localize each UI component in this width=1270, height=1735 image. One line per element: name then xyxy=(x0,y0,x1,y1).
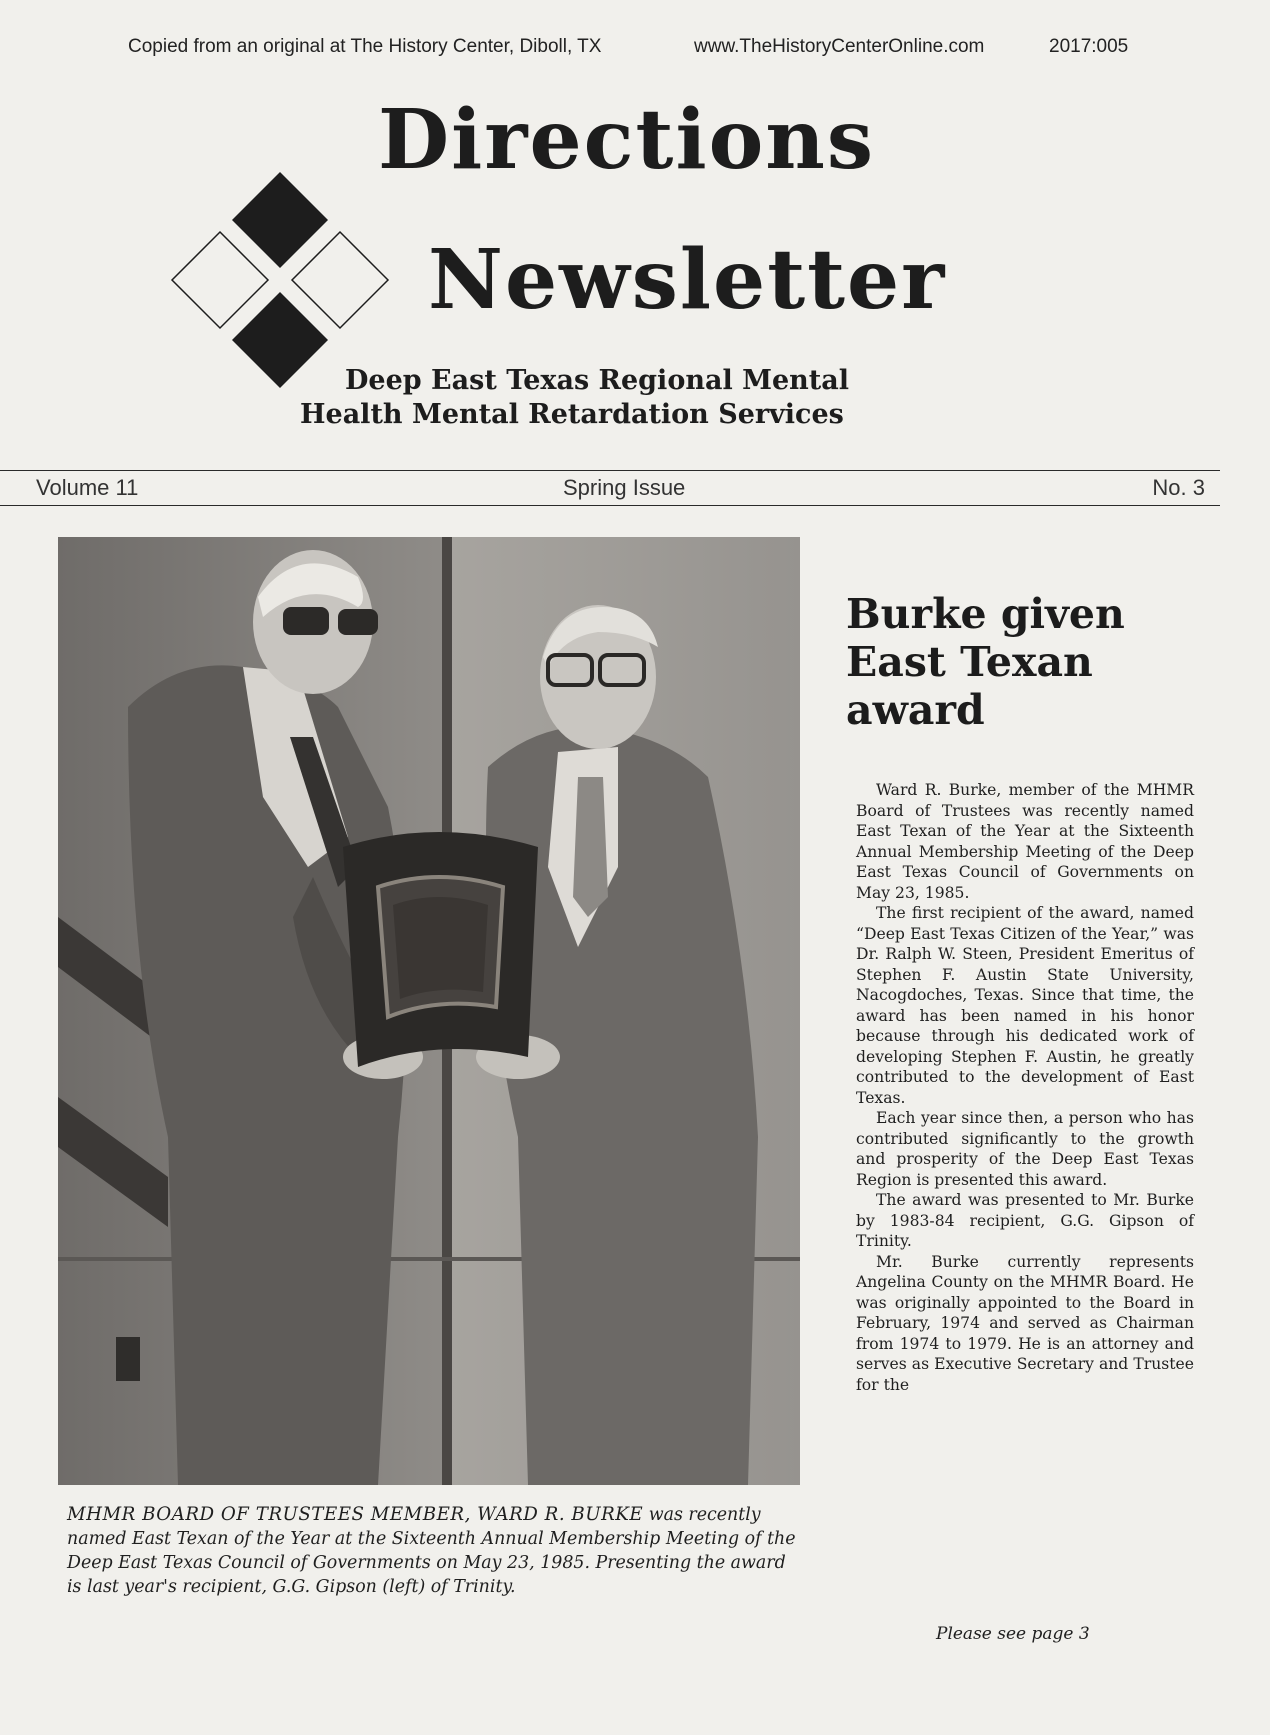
headline-line: award xyxy=(846,686,985,734)
article-paragraph: The first recipient of the award, named “Deep East Texas Citizen of the Year,” was Dr. Ralph W. Steen, President Emeritus of Stephen F. Austin State University, Nacogdoches, Texas. Since that time, the award has been named in his honor because through his dedicated work of developing Stephen F. Austin, he greatly contributed to the development of East Texas. xyxy=(856,904,1194,1107)
masthead-title-line2: Newsletter xyxy=(428,232,947,328)
issue-number: No. 3 xyxy=(1152,475,1205,500)
article-paragraph: The award was presented to Mr. Burke by 1983-84 recipient, G.G. Gipson of Trinity. xyxy=(856,1191,1194,1250)
volume-label: Volume 11 xyxy=(36,475,139,500)
org-line1: Deep East Texas Regional Mental xyxy=(345,365,850,396)
headline-line: Burke given xyxy=(846,590,1125,638)
article-headline xyxy=(846,590,1186,734)
photo-caption xyxy=(67,1503,797,1599)
organization-name xyxy=(300,364,980,432)
masthead-title-line1: Directions xyxy=(378,92,876,188)
season-label: Spring Issue xyxy=(563,475,686,500)
archive-url[interactable]: www.TheHistoryCenterOnline.com xyxy=(694,36,985,57)
continued-link[interactable]: Please see page 3 xyxy=(936,1624,1090,1644)
archive-source: Copied from an original at The History Center, Diboll, TX xyxy=(128,36,602,57)
issue-bar xyxy=(0,473,1220,503)
archive-id: 2017:005 xyxy=(1049,36,1129,57)
article-paragraph: Mr. Burke currently represents Angelina County on the MHMR Board. He was originally appointed to the Board in February, 1974 and served as Chairman from 1974 to 1979. He is an attorney and serves as Executive Secretary and Trustee for the xyxy=(856,1252,1194,1394)
divider-bottom xyxy=(0,505,1220,506)
award-photo xyxy=(58,537,800,1485)
article-paragraph: Ward R. Burke, member of the MHMR Board of Trustees was recently named East Texan of the Year at the Sixteenth Annual Membership Meeting of the Deep East Texas Council of Governments on May 23, 1985. xyxy=(856,781,1194,902)
divider-top xyxy=(0,470,1220,471)
article-paragraph: Each year since then, a person who has contributed significantly to the growth and prosperity of the Deep East Texas Region is presented this award. xyxy=(856,1109,1194,1189)
headline-line: East Texan xyxy=(846,638,1093,686)
org-line2: Health Mental Retardation Services xyxy=(300,399,844,430)
archive-note xyxy=(128,36,1178,58)
caption-body: was recently named East Texan of the Year at the Sixteenth Annual Membership Meeting of the Deep East Texas Council of Governments on May 23, 1985. Presenting the award is last year's recipient, G.G. Gipson (left) of Trinity. xyxy=(67,1505,796,1597)
caption-lead: MHMR BOARD OF TRUSTEES MEMBER, WARD R. BURKE xyxy=(67,1504,644,1525)
award-photo-illustration xyxy=(58,537,800,1485)
article-body xyxy=(856,780,1194,1395)
